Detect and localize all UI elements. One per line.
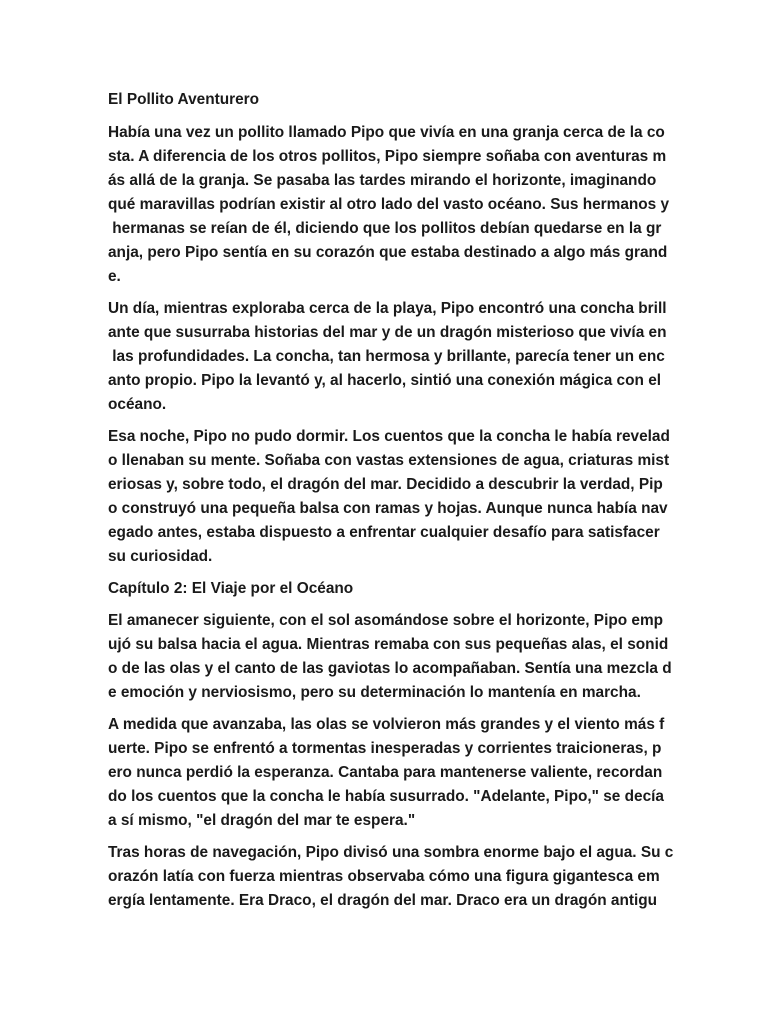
text-line: o llenaban su mente. Soñaba con vastas extensiones de agua, criaturas mist (108, 452, 670, 469)
text-line: orazón latía con fuerza mientras observaba cómo una figura gigantesca em (108, 868, 660, 885)
text-line: ás allá de la granja. Se pasaba las tardes mirando el horizonte, imaginando (108, 172, 657, 189)
text-line: hermanas se reían de él, diciendo que los pollitos debían quedarse en la gr (108, 220, 662, 237)
text-line: su curiosidad. (108, 548, 213, 565)
text-line: o de las olas y el canto de las gaviotas lo acompañaban. Sentía una mezcla d (108, 660, 672, 677)
text-line: Esa noche, Pipo no pudo dormir. Los cuentos que la concha le había revelad (108, 428, 670, 445)
text-line: Tras horas de navegación, Pipo divisó una sombra enorme bajo el agua. Su c (108, 844, 674, 861)
text-line: eriosas y, sobre todo, el dragón del mar. Decidido a descubrir la verdad, Pip (108, 476, 663, 493)
text-line: qué maravillas podrían existir al otro lado del vasto océano. Sus hermanos y (108, 196, 670, 213)
paragraph-1 (108, 121, 668, 289)
document-title (108, 88, 668, 112)
text-line: A medida que avanzaba, las olas se volvieron más grandes y el viento más f (108, 716, 665, 733)
text-line: anto propio. Pipo la levantó y, al hacerlo, sintió una conexión mágica con el (108, 372, 662, 389)
text-line: e emoción y nerviosismo, pero su determinación lo mantenía en marcha. (108, 684, 641, 701)
text-line: Un día, mientras exploraba cerca de la playa, Pipo encontró una concha brill (108, 300, 667, 317)
text-line: a sí mismo, "el dragón del mar te espera." (108, 812, 416, 829)
paragraph-5 (108, 713, 668, 833)
chapter-heading-line: Capítulo 2: El Viaje por el Océano (108, 580, 354, 597)
paragraph-4 (108, 609, 672, 705)
text-line: ergía lentamente. Era Draco, el dragón del mar. Draco era un dragón antigu (108, 892, 658, 909)
text-line: uerte. Pipo se enfrentó a tormentas inesperadas y corrientes traicioneras, p (108, 740, 662, 757)
text-line: egado antes, estaba dispuesto a enfrentar cualquier desafío para satisfacer (108, 524, 660, 541)
text-line: e. (108, 268, 121, 285)
text-line: ujó su balsa hacia el agua. Mientras remaba con sus pequeñas alas, el sonid (108, 636, 669, 653)
paragraph-2 (108, 297, 668, 417)
text-line: anja, pero Pipo sentía en su corazón que estaba destinado a algo más grand (108, 244, 668, 261)
text-line: o construyó una pequeña balsa con ramas y hojas. Aunque nunca había nav (108, 500, 668, 517)
chapter-heading (108, 577, 668, 601)
document-body (108, 88, 674, 921)
text-line: El amanecer siguiente, con el sol asomándose sobre el horizonte, Pipo emp (108, 612, 664, 629)
text-line: sta. A diferencia de los otros pollitos, Pipo siempre soñaba con aventuras m (108, 148, 667, 165)
text-line: Había una vez un pollito llamado Pipo que vivía en una granja cerca de la co (108, 124, 665, 141)
title-line: El Pollito Aventurero (108, 91, 260, 108)
text-line: océano. (108, 396, 167, 413)
text-line: ero nunca perdió la esperanza. Cantaba para mantenerse valiente, recordan (108, 764, 663, 781)
paragraph-3 (108, 425, 668, 569)
text-line: las profundidades. La concha, tan hermosa y brillante, parecía tener un enc (108, 348, 665, 365)
paragraph-6 (108, 841, 674, 913)
text-line: do los cuentos que la concha le había susurrado. "Adelante, Pipo," se decía (108, 788, 664, 805)
text-line: ante que susurraba historias del mar y de un dragón misterioso que vivía en (108, 324, 667, 341)
